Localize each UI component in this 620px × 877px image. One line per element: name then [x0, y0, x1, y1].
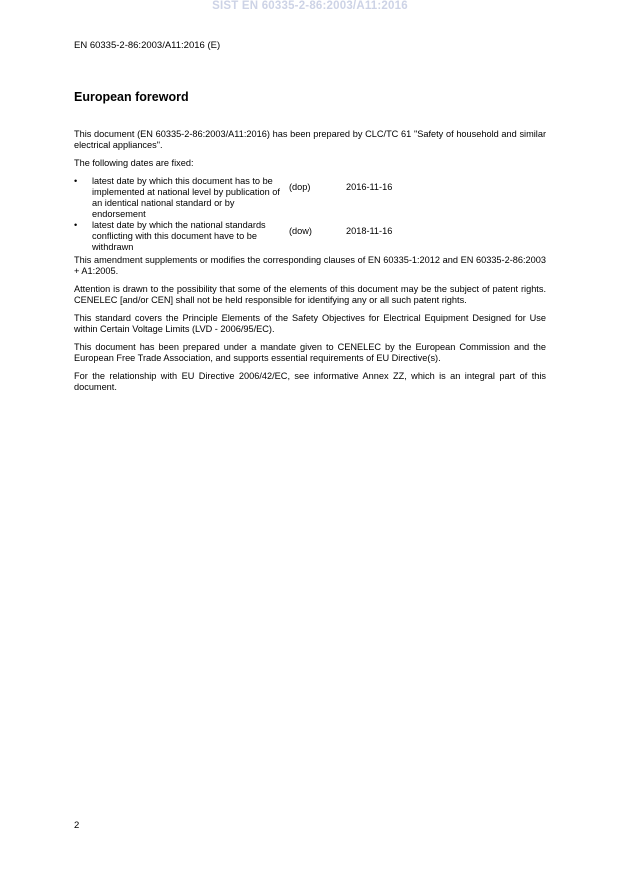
date-code: (dop): [289, 182, 311, 192]
section-title: European foreword: [74, 90, 189, 104]
bullet: •: [74, 176, 78, 186]
date-row-dop: [74, 176, 546, 220]
date-row-dow: [74, 220, 546, 253]
dates-intro: The following dates are fixed:: [74, 158, 194, 168]
paragraph: This amendment supplements or modifies the corresponding clauses of EN 60335-1:2012 and EN 60335-2-86:2003 + A1:2005.: [74, 255, 546, 276]
bullet: •: [74, 220, 78, 230]
paragraph: Attention is drawn to the possibility that some of the elements of this document may be the subject of patent rights. CENELEC [and/or CEN] shall not be held responsible for identifying any or all such patent rights.: [74, 284, 546, 305]
document-id-header: EN 60335-2-86:2003/A11:2016 (E): [74, 40, 221, 51]
paragraph: This document has been prepared under a mandate given to CENELEC by the European Commission and the European Free Trade Association, and supports essential requirements of EU Directive(s).: [74, 342, 546, 363]
watermark: SIST EN 60335-2-86:2003/A11:2016: [212, 0, 408, 12]
date-value: 2018-11-16: [346, 226, 393, 236]
date-description: latest date by which this document has to be implemented at national level by publication of an identical national standard or by endorsement: [92, 176, 280, 219]
paragraphs: [74, 255, 546, 393]
page-number: 2: [74, 820, 80, 831]
date-description: latest date by which the national standards conflicting with this document have to be withdrawn: [92, 220, 266, 252]
intro-paragraph: This document (EN 60335-2-86:2003/A11:2016) has been prepared by CLC/TC 61 "Safety of household and similar electrical appliances".: [74, 129, 546, 150]
foreword-body: [74, 129, 546, 400]
date-code: (dow): [289, 226, 312, 236]
date-value: 2016-11-16: [346, 182, 393, 192]
paragraph: This standard covers the Principle Elements of the Safety Objectives for Electrical Equipment Designed for Use within Certain Voltage Limits (LVD - 2006/95/EC).: [74, 313, 546, 334]
paragraph: For the relationship with EU Directive 2006/42/EC, see informative Annex ZZ, which is an integral part of this document.: [74, 371, 546, 392]
dates-list: [74, 176, 546, 253]
